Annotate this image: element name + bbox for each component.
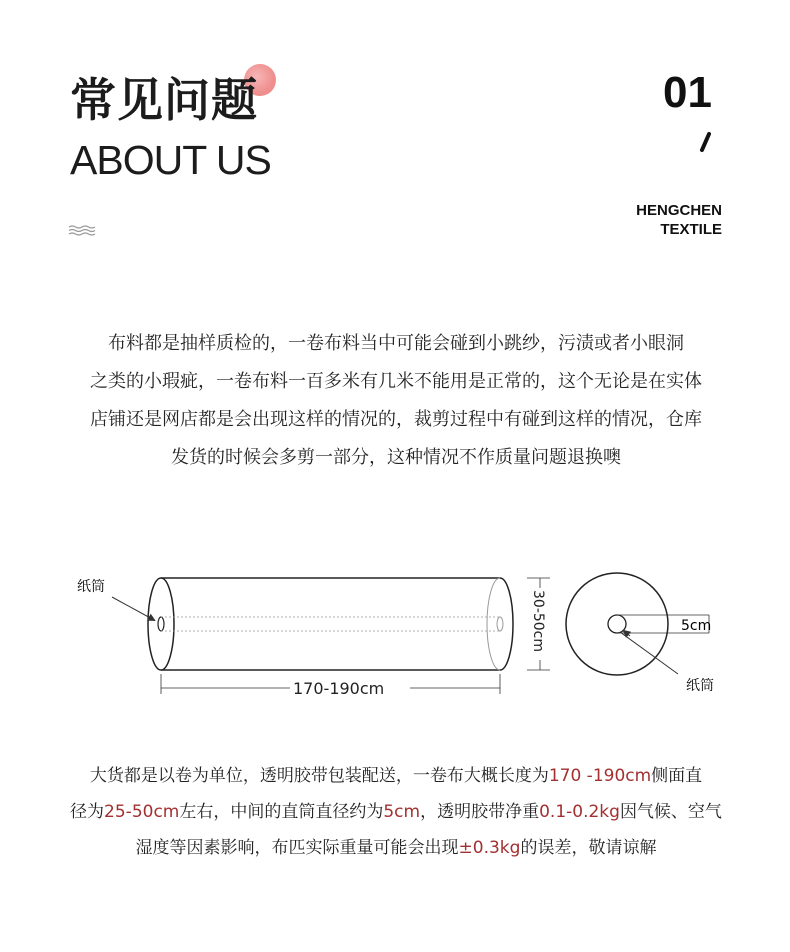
- details-text: 左右，中间的直筒直径约为: [179, 802, 384, 822]
- details-text: 因气候、空气: [619, 802, 722, 822]
- core-value: 5cm: [383, 802, 421, 822]
- tape-weight-value: 0.1-0.2kg: [539, 802, 620, 822]
- paper-tube-label-right: 纸筒: [686, 678, 714, 694]
- intro-line-1: 布料都是抽样质检的，一卷布料当中可能会碰到小跳纱，污渍或者小眼洞: [108, 333, 684, 354]
- brand-line-2: TEXTILE: [660, 221, 722, 238]
- page-title-cn: 常见问题: [70, 73, 258, 127]
- brand-name: [636, 201, 722, 239]
- intro-paragraph: [60, 325, 732, 477]
- intro-line-4: 发货的时候会多剪一部分，这种情况不作质量问题退换噢: [171, 447, 621, 468]
- details-text: 湿度等因素影响，布匹实际重量可能会出现: [135, 838, 459, 858]
- page-title-en: ABOUT US: [70, 137, 271, 183]
- diameter-value: 25-50cm: [104, 802, 180, 822]
- length-label: 170-190cm: [293, 679, 385, 698]
- details-line-2: [60, 794, 732, 830]
- length-value: 170 -190cm: [548, 766, 652, 786]
- diameter-label: 30-50cm: [530, 590, 546, 653]
- brand-line-1: HENGCHEN: [636, 202, 722, 219]
- weight-error-value: ±0.3kg: [458, 838, 521, 858]
- details-line-1: [60, 758, 732, 794]
- details-paragraph: [60, 758, 732, 866]
- section-number: 01: [663, 68, 712, 117]
- intro-line-2: 之类的小瑕疵，一卷布料一百多米有几米不能用是正常的，这个无论是在实体: [90, 371, 702, 392]
- paper-tube-label-left: 纸筒: [77, 579, 105, 595]
- details-text: 的误差，敬请谅解: [520, 838, 657, 858]
- wave-icon: [68, 224, 96, 236]
- details-text: ，透明胶带净重: [420, 802, 540, 822]
- details-text: 大货都是以卷为单位，透明胶带包装配送，一卷布大概长度为: [89, 766, 549, 786]
- slash-mark: [697, 131, 713, 153]
- details-text: 侧面直: [651, 766, 703, 786]
- fabric-roll-diagram: [0, 560, 790, 710]
- details-text: 径为: [70, 802, 105, 822]
- roll-side-view: [148, 578, 513, 670]
- details-line-3: [60, 830, 732, 866]
- intro-line-3: 店铺还是网店都是会出现这样的情况的，裁剪过程中有碰到这样的情况，仓库: [90, 409, 702, 430]
- core-diameter-label: 5cm: [681, 618, 712, 634]
